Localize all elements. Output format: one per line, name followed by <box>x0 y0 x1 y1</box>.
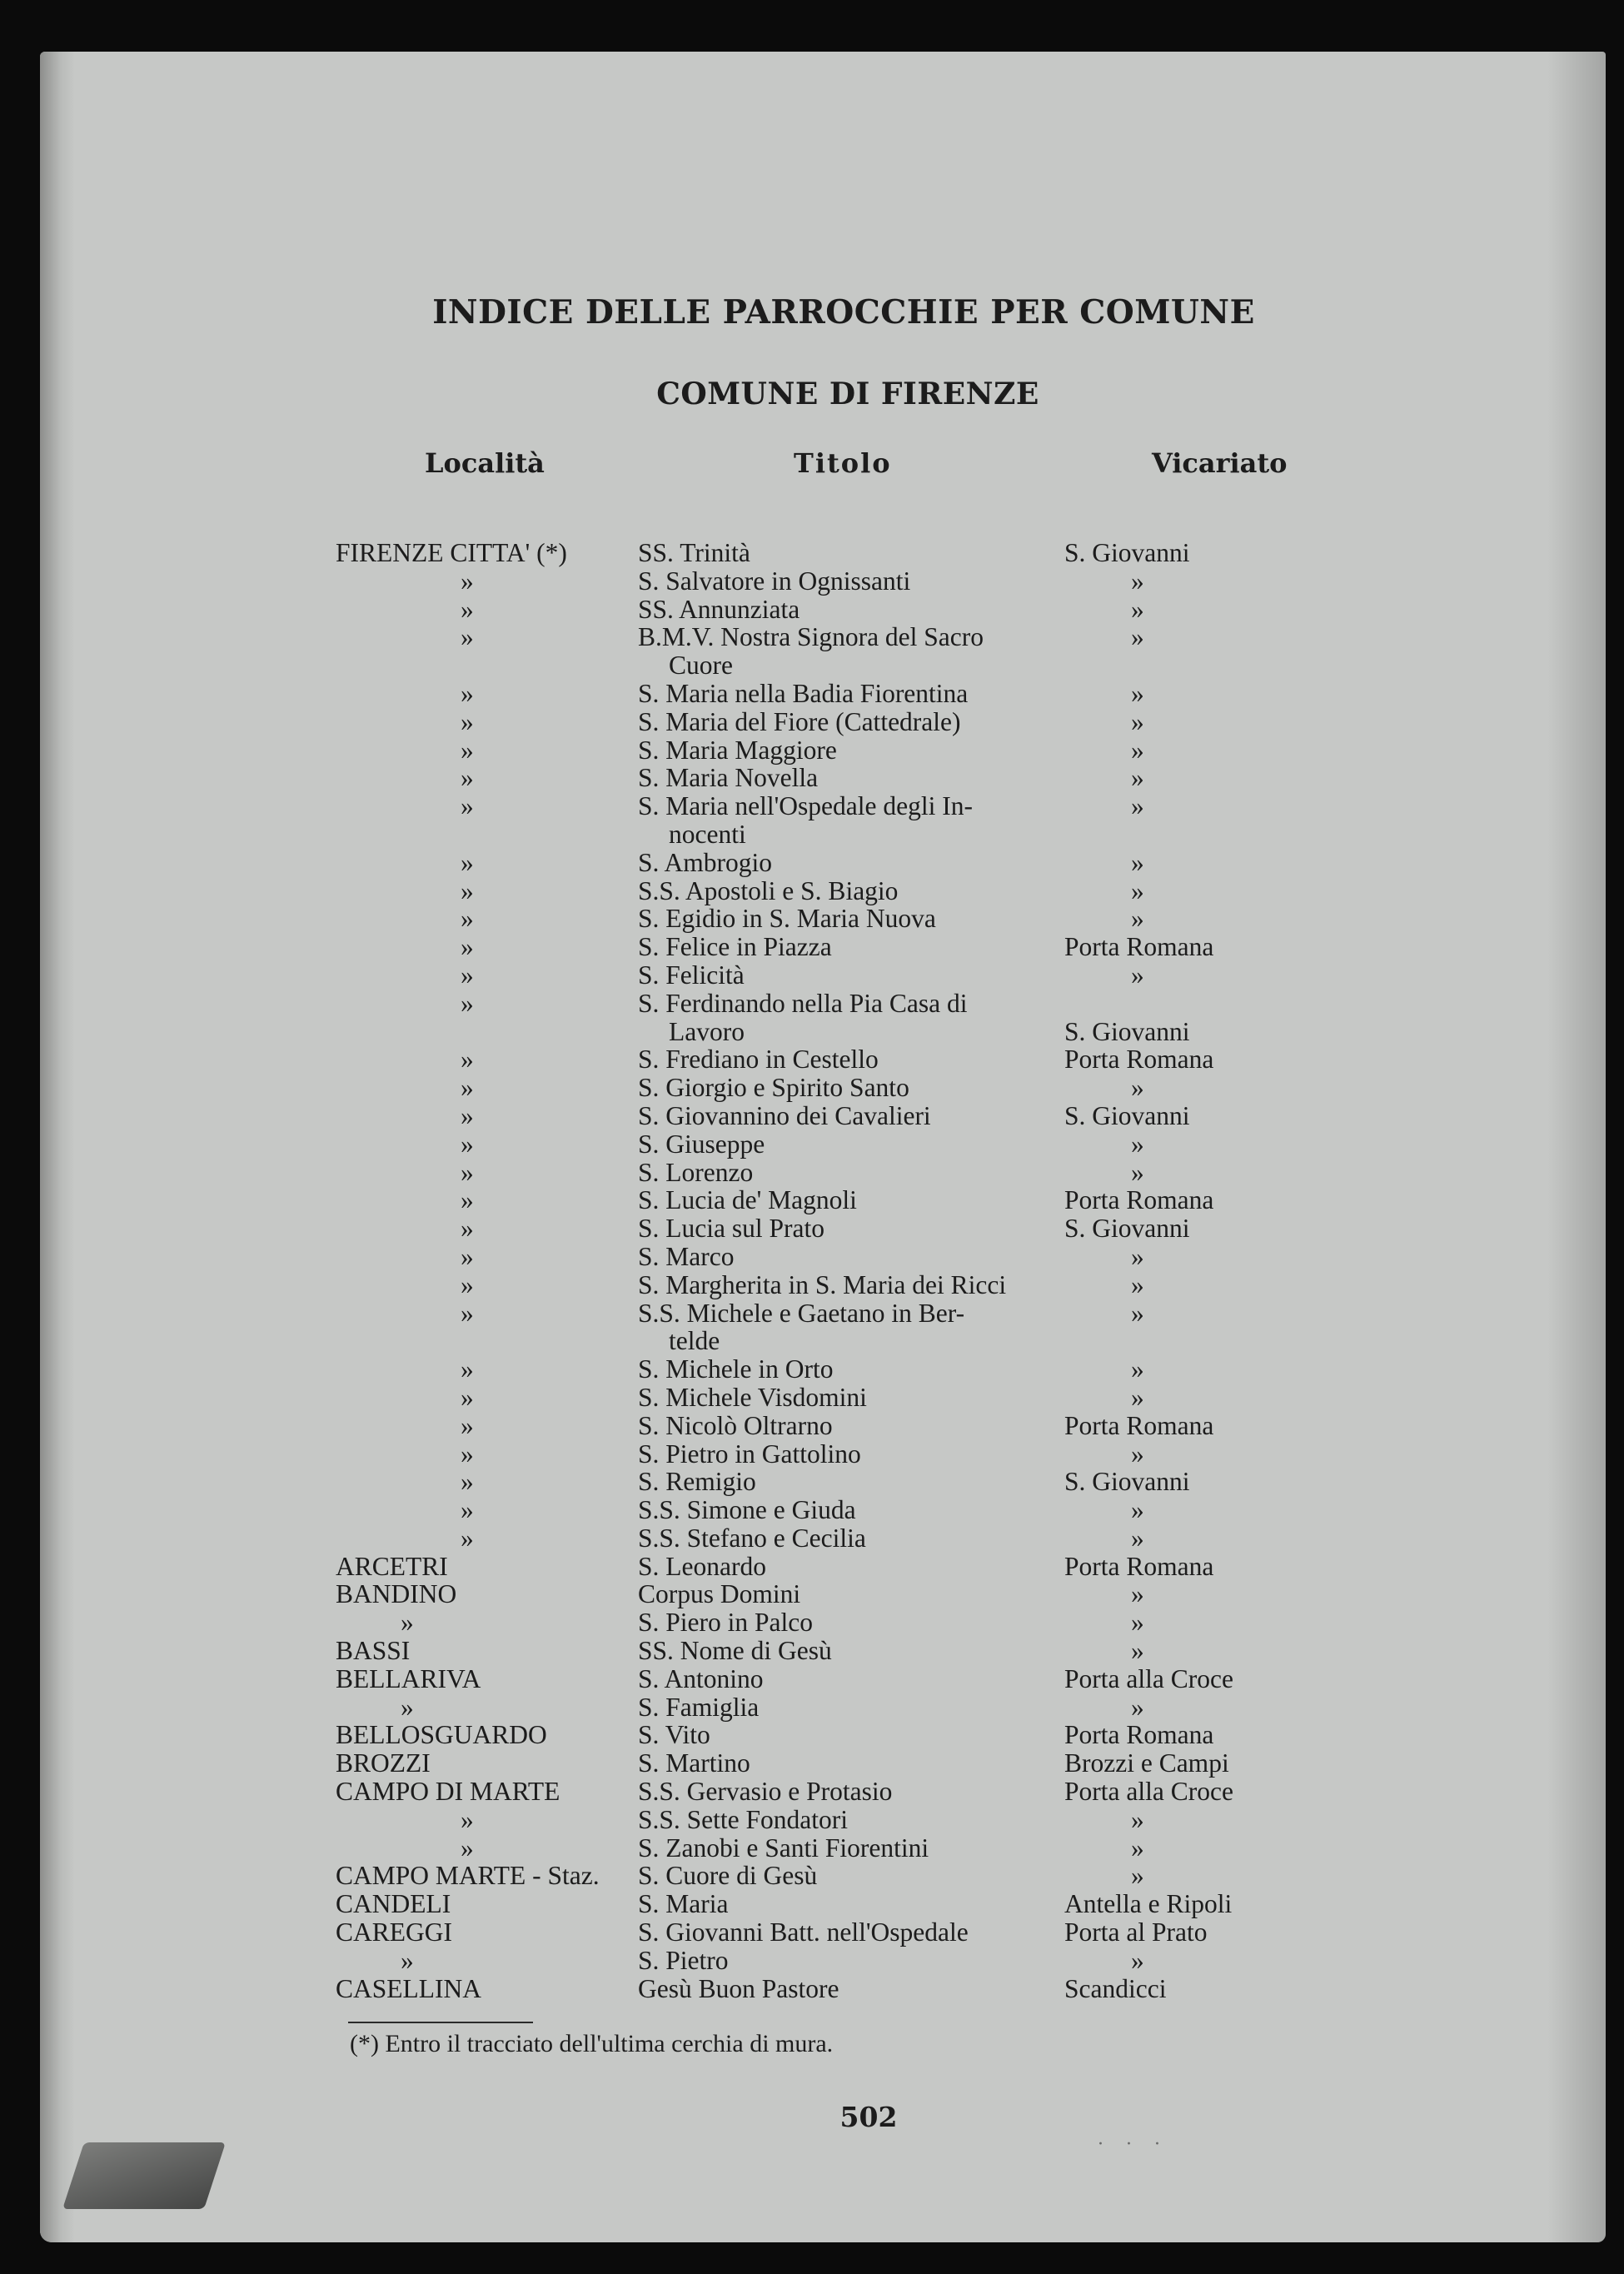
cell-localita: » <box>461 904 474 934</box>
cell-titolo: S. Lucia sul Prato <box>638 1214 824 1244</box>
cell-vicariato: Porta Romana <box>1064 1410 1214 1440</box>
cell-vicariato: Porta al Prato <box>1064 1917 1208 1947</box>
table-row <box>40 1975 1606 2003</box>
cell-vicariato: » <box>1131 1354 1144 1384</box>
cell-vicariato: Porta Romana <box>1064 1185 1214 1215</box>
cell-vicariato: » <box>1131 847 1144 877</box>
cell-localita: » <box>401 1692 414 1722</box>
footnote-rule <box>348 2022 533 2023</box>
cell-localita: » <box>461 735 474 765</box>
cell-titolo: SS. Nome di Gesù <box>638 1636 832 1666</box>
cell-vicariato: » <box>1131 1636 1144 1666</box>
cell-localita: » <box>401 1945 414 1975</box>
table-row <box>40 1806 1606 1834</box>
cell-vicariato: Porta Romana <box>1064 932 1214 962</box>
table-row <box>40 623 1606 651</box>
cell-localita: » <box>461 594 474 624</box>
cell-vicariato: Brozzi e Campi <box>1064 1748 1229 1778</box>
column-header-vicariato: Vicariato <box>1152 447 1288 479</box>
table-row <box>40 1074 1606 1102</box>
table-row <box>40 736 1606 765</box>
section-subtitle: COMUNE DI FIRENZE <box>656 377 1039 411</box>
cell-localita: » <box>461 791 474 821</box>
cell-localita: » <box>461 763 474 793</box>
table-row <box>40 1440 1606 1469</box>
cell-vicariato: Porta alla Croce <box>1064 1663 1233 1693</box>
cell-titolo: Cuore <box>669 651 733 681</box>
table-row <box>40 1412 1606 1440</box>
table-row <box>40 539 1606 567</box>
cell-titolo: nocenti <box>669 819 746 849</box>
cell-titolo: S. Ferdinando nella Pia Casa di <box>638 988 968 1018</box>
cell-titolo: S.S. Gervasio e Protasio <box>638 1777 893 1807</box>
cell-titolo: S. Michele in Orto <box>638 1354 834 1384</box>
cell-titolo: S. Ambrogio <box>638 847 773 877</box>
cell-vicariato: » <box>1131 1157 1144 1187</box>
cell-vicariato: » <box>1131 1523 1144 1553</box>
cell-localita: » <box>461 1495 474 1525</box>
table-row <box>40 708 1606 736</box>
table-row <box>40 1862 1606 1890</box>
cell-vicariato: » <box>1131 1861 1144 1891</box>
table-row <box>40 1778 1606 1806</box>
cell-localita: FIRENZE CITTA' (*) <box>336 538 567 567</box>
table-row <box>40 1749 1606 1778</box>
cell-titolo: S. Nicolò Oltrarno <box>638 1410 833 1440</box>
table-row <box>40 1299 1606 1328</box>
table-row <box>40 820 1606 849</box>
cell-titolo: SS. Trinità <box>638 538 750 567</box>
cell-localita: » <box>401 1608 414 1638</box>
cell-localita: » <box>461 1354 474 1384</box>
cell-titolo: S. Egidio in S. Maria Nuova <box>638 904 936 934</box>
cell-vicariato: Porta alla Croce <box>1064 1777 1233 1807</box>
cell-titolo: S. Pietro <box>638 1945 729 1975</box>
cell-titolo: S. Maria Maggiore <box>638 735 837 765</box>
cell-localita: » <box>461 960 474 990</box>
cell-vicariato: » <box>1131 1833 1144 1863</box>
cell-vicariato: S. Giovanni <box>1064 1016 1190 1046</box>
table-row <box>40 961 1606 990</box>
cell-titolo: S. Marco <box>638 1241 735 1271</box>
cell-titolo: S. Salvatore in Ognissanti <box>638 566 911 596</box>
table-row <box>40 567 1606 596</box>
cell-titolo: S. Antonino <box>638 1663 764 1693</box>
cell-titolo: S. Maria <box>638 1889 729 1919</box>
cell-titolo: S. Zanobi e Santi Fiorentini <box>638 1833 929 1863</box>
table-row <box>40 1693 1606 1722</box>
cell-titolo: S. Maria del Fiore (Cattedrale) <box>638 706 961 736</box>
cell-localita: BASSI <box>336 1636 411 1666</box>
cell-localita: » <box>461 1269 474 1299</box>
cell-vicariato: » <box>1131 1298 1144 1328</box>
cell-titolo: S. Remigio <box>638 1467 756 1497</box>
cell-localita: ARCETRI <box>336 1551 448 1581</box>
cell-vicariato: S. Giovanni <box>1064 1100 1190 1130</box>
column-header-localita: Località <box>425 447 545 479</box>
cell-titolo: S. Maria nell'Ospedale degli In- <box>638 791 973 821</box>
cell-vicariato: » <box>1131 1804 1144 1834</box>
cell-vicariato: » <box>1131 1073 1144 1103</box>
table-row <box>40 1918 1606 1947</box>
table-row <box>40 1890 1606 1918</box>
cell-titolo: S. Felicità <box>638 960 745 990</box>
cell-vicariato: » <box>1131 622 1144 652</box>
cell-vicariato: » <box>1131 1269 1144 1299</box>
table-row <box>40 680 1606 708</box>
cell-vicariato: » <box>1131 1439 1144 1469</box>
cell-titolo: S.S. Michele e Gaetano in Ber- <box>638 1298 965 1328</box>
cell-titolo: S. Felice in Piazza <box>638 932 832 962</box>
table-row <box>40 1243 1606 1271</box>
cell-vicariato: Porta Romana <box>1064 1720 1214 1750</box>
cell-localita: » <box>461 1804 474 1834</box>
table-row <box>40 1355 1606 1384</box>
cell-vicariato: S. Giovanni <box>1064 1214 1190 1244</box>
cell-localita: » <box>461 1045 474 1075</box>
table-row <box>40 1468 1606 1496</box>
cell-titolo: B.M.V. Nostra Signora del Sacro <box>638 622 984 652</box>
table-row <box>40 764 1606 792</box>
cell-localita: » <box>461 622 474 652</box>
cell-vicariato: » <box>1131 594 1144 624</box>
cell-titolo: Corpus Domini <box>638 1579 801 1609</box>
cell-vicariato: Porta Romana <box>1064 1551 1214 1581</box>
table-row <box>40 1130 1606 1159</box>
table-row <box>40 1271 1606 1299</box>
cell-localita: » <box>461 1214 474 1244</box>
cell-vicariato: » <box>1131 1945 1144 1975</box>
cell-localita: » <box>461 1241 474 1271</box>
cell-localita: » <box>461 1523 474 1553</box>
cell-vicariato: » <box>1131 960 1144 990</box>
cell-vicariato: Porta Romana <box>1064 1045 1214 1075</box>
table-row <box>40 596 1606 624</box>
cell-localita: BROZZI <box>336 1748 431 1778</box>
cell-titolo: S.S. Sette Fondatori <box>638 1804 849 1834</box>
cell-vicariato: Scandicci <box>1064 1973 1167 2003</box>
table-row <box>40 1186 1606 1214</box>
table-row <box>40 1947 1606 1975</box>
table-row <box>40 1159 1606 1187</box>
cell-vicariato: » <box>1131 1692 1144 1722</box>
table-row <box>40 905 1606 933</box>
table-row <box>40 1580 1606 1608</box>
cell-titolo: S. Maria Novella <box>638 763 819 793</box>
table-row <box>40 877 1606 905</box>
paper-specks: · · · <box>1098 2134 1168 2155</box>
cell-vicariato: » <box>1131 904 1144 934</box>
parish-index-table <box>40 539 1606 2002</box>
page-title: INDICE DELLE PARROCCHIE PER COMUNE <box>432 293 1255 332</box>
table-row <box>40 1384 1606 1412</box>
cell-titolo: S. Frediano in Cestello <box>638 1045 879 1075</box>
cell-titolo: Lavoro <box>669 1016 745 1046</box>
footnote: (*) Entro il tracciato dell'ultima cerchia di mura. <box>350 2030 834 2057</box>
cell-localita: CAREGGI <box>336 1917 452 1947</box>
cell-vicariato: » <box>1131 763 1144 793</box>
book-page <box>40 52 1606 2242</box>
cell-titolo: S. Famiglia <box>638 1692 760 1722</box>
cell-titolo: S. Michele Visdomini <box>638 1382 867 1412</box>
cell-localita: » <box>461 1410 474 1440</box>
cell-localita: » <box>461 1157 474 1187</box>
cell-localita: » <box>461 1833 474 1863</box>
column-header-titolo: Titolo <box>794 447 892 479</box>
cell-localita: » <box>461 1129 474 1159</box>
cell-vicariato: » <box>1131 735 1144 765</box>
cell-localita: » <box>461 678 474 708</box>
cell-localita: BELLOSGUARDO <box>336 1720 547 1750</box>
table-row <box>40 849 1606 877</box>
table-row <box>40 1608 1606 1637</box>
cell-titolo: S. Martino <box>638 1748 750 1778</box>
cell-vicariato: » <box>1131 1608 1144 1638</box>
cell-vicariato: S. Giovanni <box>1064 538 1190 567</box>
table-row <box>40 1102 1606 1130</box>
cell-vicariato: » <box>1131 566 1144 596</box>
cell-localita: BELLARIVA <box>336 1663 481 1693</box>
cell-vicariato: S. Giovanni <box>1064 1467 1190 1497</box>
table-row <box>40 1496 1606 1524</box>
cell-localita: » <box>461 1298 474 1328</box>
page-number: 502 <box>839 2101 898 2133</box>
cell-localita: » <box>461 566 474 596</box>
cell-titolo: S. Giorgio e Spirito Santo <box>638 1073 909 1103</box>
cell-vicariato: » <box>1131 1382 1144 1412</box>
cell-titolo: S. Pietro in Gattolino <box>638 1439 861 1469</box>
table-row <box>40 1018 1606 1046</box>
table-row <box>40 1553 1606 1581</box>
table-row <box>40 1524 1606 1553</box>
cell-titolo: S.S. Stefano e Cecilia <box>638 1523 866 1553</box>
cell-localita: CANDELI <box>336 1889 451 1919</box>
cell-localita: » <box>461 1439 474 1469</box>
cell-titolo: SS. Annunziata <box>638 594 800 624</box>
table-row <box>40 1045 1606 1074</box>
cell-titolo: telde <box>669 1326 720 1356</box>
cell-localita: » <box>461 1100 474 1130</box>
cell-vicariato: » <box>1131 706 1144 736</box>
cell-titolo: S. Maria nella Badia Fiorentina <box>638 678 969 708</box>
cell-localita: » <box>461 1185 474 1215</box>
cell-titolo: S. Leonardo <box>638 1551 766 1581</box>
cell-localita: » <box>461 706 474 736</box>
cell-localita: » <box>461 1467 474 1497</box>
cell-titolo: S. Piero in Palco <box>638 1608 813 1638</box>
cell-localita: » <box>461 932 474 962</box>
cell-titolo: S. Vito <box>638 1720 710 1750</box>
table-row <box>40 1834 1606 1863</box>
cell-titolo: S. Lorenzo <box>638 1157 754 1187</box>
cell-localita: CAMPO MARTE - Staz. <box>336 1861 600 1891</box>
cell-titolo: S. Lucia de' Magnoli <box>638 1185 857 1215</box>
cell-titolo: S. Giovanni Batt. nell'Ospedale <box>638 1917 969 1947</box>
cell-localita: » <box>461 988 474 1018</box>
table-row <box>40 1327 1606 1355</box>
cell-titolo: S. Margherita in S. Maria dei Ricci <box>638 1269 1007 1299</box>
cell-localita: CASELLINA <box>336 1973 481 2003</box>
table-row <box>40 651 1606 680</box>
table-row <box>40 792 1606 820</box>
table-row <box>40 1665 1606 1693</box>
cell-titolo: S. Cuore di Gesù <box>638 1861 818 1891</box>
cell-titolo: S.S. Simone e Giuda <box>638 1495 856 1525</box>
cell-vicariato: » <box>1131 1241 1144 1271</box>
cell-titolo: S. Giovannino dei Cavalieri <box>638 1100 931 1130</box>
cell-vicariato: » <box>1131 875 1144 905</box>
cell-vicariato: » <box>1131 1495 1144 1525</box>
cell-localita: CAMPO DI MARTE <box>336 1777 560 1807</box>
cell-vicariato: » <box>1131 678 1144 708</box>
cell-localita: » <box>461 1382 474 1412</box>
cell-titolo: Gesù Buon Pastore <box>638 1973 839 2003</box>
table-row <box>40 933 1606 961</box>
cell-vicariato: Antella e Ripoli <box>1064 1889 1233 1919</box>
table-row <box>40 1637 1606 1665</box>
cell-localita: BANDINO <box>336 1579 457 1609</box>
table-row <box>40 1214 1606 1243</box>
table-row <box>40 1721 1606 1749</box>
cell-localita: » <box>461 1073 474 1103</box>
cell-localita: » <box>461 847 474 877</box>
cell-localita: » <box>461 875 474 905</box>
table-row <box>40 990 1606 1018</box>
cell-titolo: S. Giuseppe <box>638 1129 765 1159</box>
cell-vicariato: » <box>1131 1129 1144 1159</box>
cell-vicariato: » <box>1131 791 1144 821</box>
folded-corner <box>62 2142 226 2209</box>
cell-titolo: S.S. Apostoli e S. Biagio <box>638 875 899 905</box>
cell-vicariato: » <box>1131 1579 1144 1609</box>
